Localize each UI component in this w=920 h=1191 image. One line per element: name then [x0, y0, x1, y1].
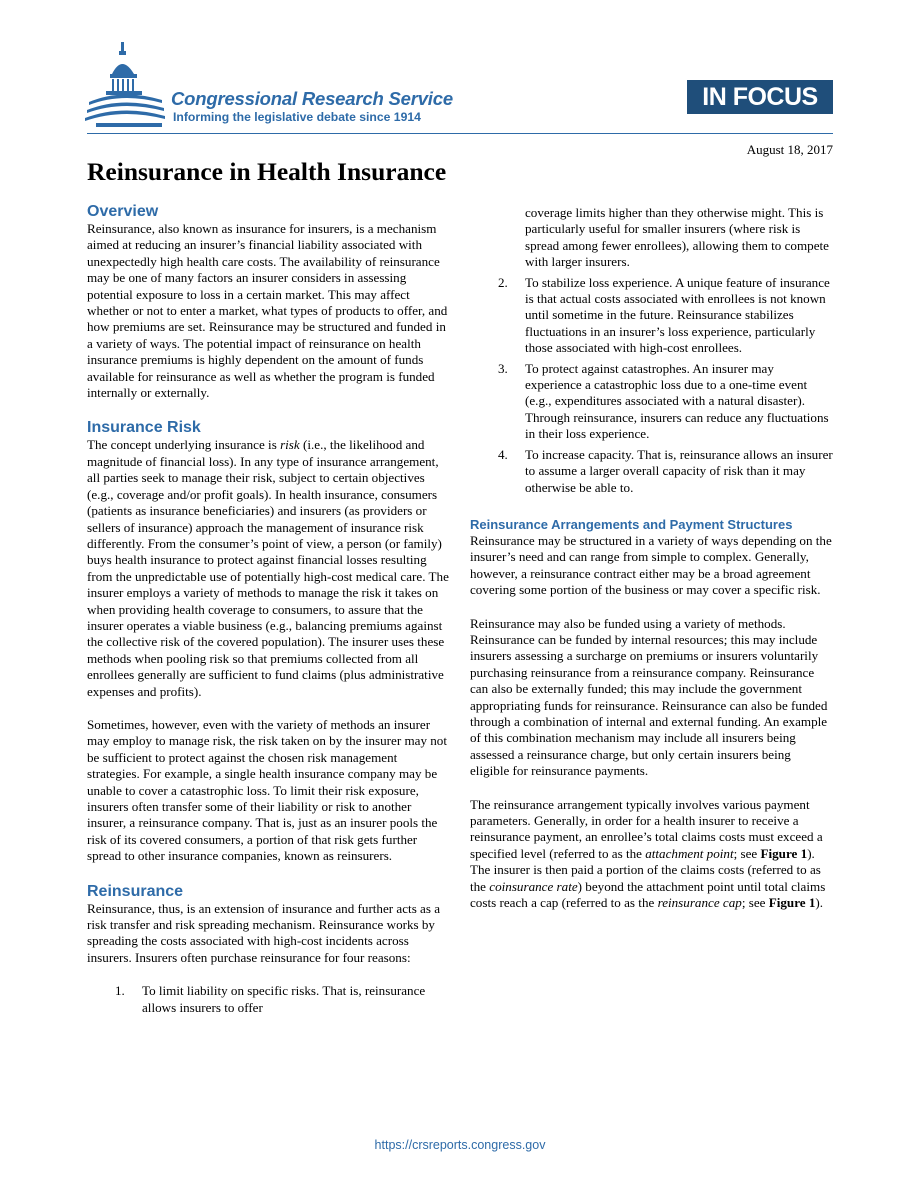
page-title: Reinsurance in Health Insurance — [87, 157, 447, 186]
arrangements-paragraph-2: Reinsurance may also be funded using a variety of methods. Reinsurance can be funded by internal resources; this may include insurers assessing a surcharge on premiums or insurers voluntarily purchasing reinsurance from a reinsurance company. Reinsurance can also be externally funded; this may include the government appropriating funds for reinsurance. Reinsurance can also be funded through a combination of internal and external funding. An example of this combination mechanism may include all insurers being assessed a reinsurance charge, but only certain insurers being eligible for reinsurance payments. — [470, 615, 828, 779]
list-number: 4. — [498, 446, 508, 462]
list-item — [470, 361, 833, 443]
org-name: Congressional Research Service — [171, 88, 453, 109]
reinsurance-paragraph: Reinsurance, thus, is an extension of insurance and further acts as a risk transfer and risk spreading mechanism. Reinsurance works by spreading the costs associated with high-cost incidents across insurers. Insurers often purchase reinsurance for four reasons: — [87, 900, 441, 965]
list-item-text: To increase capacity. That is, reinsurance allows an insurer to assume a larger overall capacity of risk than it may otherwise be able to. — [525, 446, 833, 495]
list-item — [87, 983, 453, 1016]
list-number: 1. — [115, 983, 125, 999]
org-tagline: Informing the legislative debate since 1914 — [173, 110, 421, 124]
insurance-risk-paragraph-1: The concept underlying insurance is risk (i.e., the likelihood and magnitude of financial loss). In any type of insurance arrangement, all parties seek to manage their risk, subject to certain objectives (e.g., coverage and/or profit goals). In health insurance, consumers (patients as insurance beneficiaries) and insurers (as providers or sellers of insurance) approach the management of insurance risk differently. From the consumer’s point of view, a person (or family) buys health insurance to protect against financial losses resulting from the unpredictable use of potentially high-cost medical care. The insurer employs a variety of methods to manage the risk it takes on when providing health coverage to consumers, to assure that the insurer operates a viable business (e.g., balancing premiums against the collective risk of the covered population). The insurer uses these methods when pooling risk so that premiums collected from all enrollees generally are sufficient to fund claims (plus administrative expenses and profits). — [87, 437, 449, 699]
list-item-text: To limit liability on specific risks. That is, reinsurance allows insurers to offer — [142, 983, 426, 1015]
list-item — [470, 447, 833, 496]
reinsurance-heading: Reinsurance — [87, 882, 184, 900]
insurance-risk-heading: Insurance Risk — [87, 419, 201, 437]
arrangements-paragraph-3: The reinsurance arrangement typically involves various payment parameters. Generally, in order for a health insurer to receive a reinsurance payment, an enrollee’s total claims costs must exceed a specified level (referred to as the attachment point; see Figure 1). The insurer is then paid a portion of the claims costs (referred to as the coinsurance rate) beyond the attachment point until total claims costs reach a cap (referred to as the reinsurance cap; see Figure 1). — [470, 796, 826, 911]
reasons-list — [470, 275, 833, 496]
list-number: 3. — [498, 360, 508, 376]
capitol-dome-icon — [84, 40, 166, 130]
right-column — [470, 205, 833, 911]
header-divider — [87, 133, 833, 134]
list-item-continuation: coverage limits higher than they otherwise might. This is particularly useful for smaller insurers (where risk is spread among fewer enrollees), allowing them to compete with larger insurers. — [525, 205, 829, 270]
arrangements-paragraph-1: Reinsurance may be structured in a variety of ways depending on the insurer’s need and can range from simple to complex. Generally, however, a reinsurance contract either may be a broad agreement covering some portion of the business or may cover a specific risk. — [470, 532, 832, 598]
overview-heading: Overview — [87, 203, 159, 220]
list-item — [470, 275, 833, 357]
page-header — [0, 0, 920, 157]
list-number: 2. — [498, 274, 508, 290]
list-item-text: To protect against catastrophes. An insurer may experience a catastrophic loss due to a one-time event (e.g., expenditures associated with a natural disaster). Through reinsurance, insurers can reduce any fluctuations in their loss experience. — [525, 360, 829, 442]
footer-url[interactable]: https://crsreports.congress.gov — [374, 1138, 546, 1152]
overview-paragraph: Reinsurance, also known as insurance for insurers, is a mechanism aimed at reducing an insurer’s financial liability associated with unexpectedly high health care costs. The availability of reinsurance may be one of many factors an insurer considers in assessing potential exposure to loss in a certain market. This may affect whether or not to enter a market, what types of products to offer, and how premiums are set. Reinsurance may be structured and funded in a variety of ways. The potential impact of reinsurance on health insurance premiums is highly dependent on the amount of funds available for reinsurance as well as whether the program is funded internally or externally. — [87, 221, 448, 401]
left-column — [87, 202, 453, 1020]
arrangements-heading: Reinsurance Arrangements and Payment Structures — [470, 516, 793, 532]
insurance-risk-paragraph-2: Sometimes, however, even with the variety of methods an insurer may employ to manage risk, the risk taken on by the insurer may not be sufficient to protect against the chosen risk management strategies. For example, a single health insurance company may be unable to cover a catastrophic loss. To limit their risk exposure, insurers often transfer some of their liability or risk to another insurer, a reinsurance company. That is, just as an insurer pools the risk of its covered consumers, a portion of that risk gets further spread to other insurance companies, known as reinsurers. — [87, 716, 447, 864]
publication-date: August 18, 2017 — [746, 142, 833, 157]
in-focus-badge: IN FOCUS — [687, 80, 833, 114]
reasons-list-start — [87, 983, 453, 1016]
list-item-text: To stabilize loss experience. A unique feature of insurance is that actual costs associated with enrollees is not known until sometime in the future. Reinsurance stabilizes fluctuations in an insurer’s loss experience, particularly those associated with high-cost enrollees. — [525, 274, 830, 356]
